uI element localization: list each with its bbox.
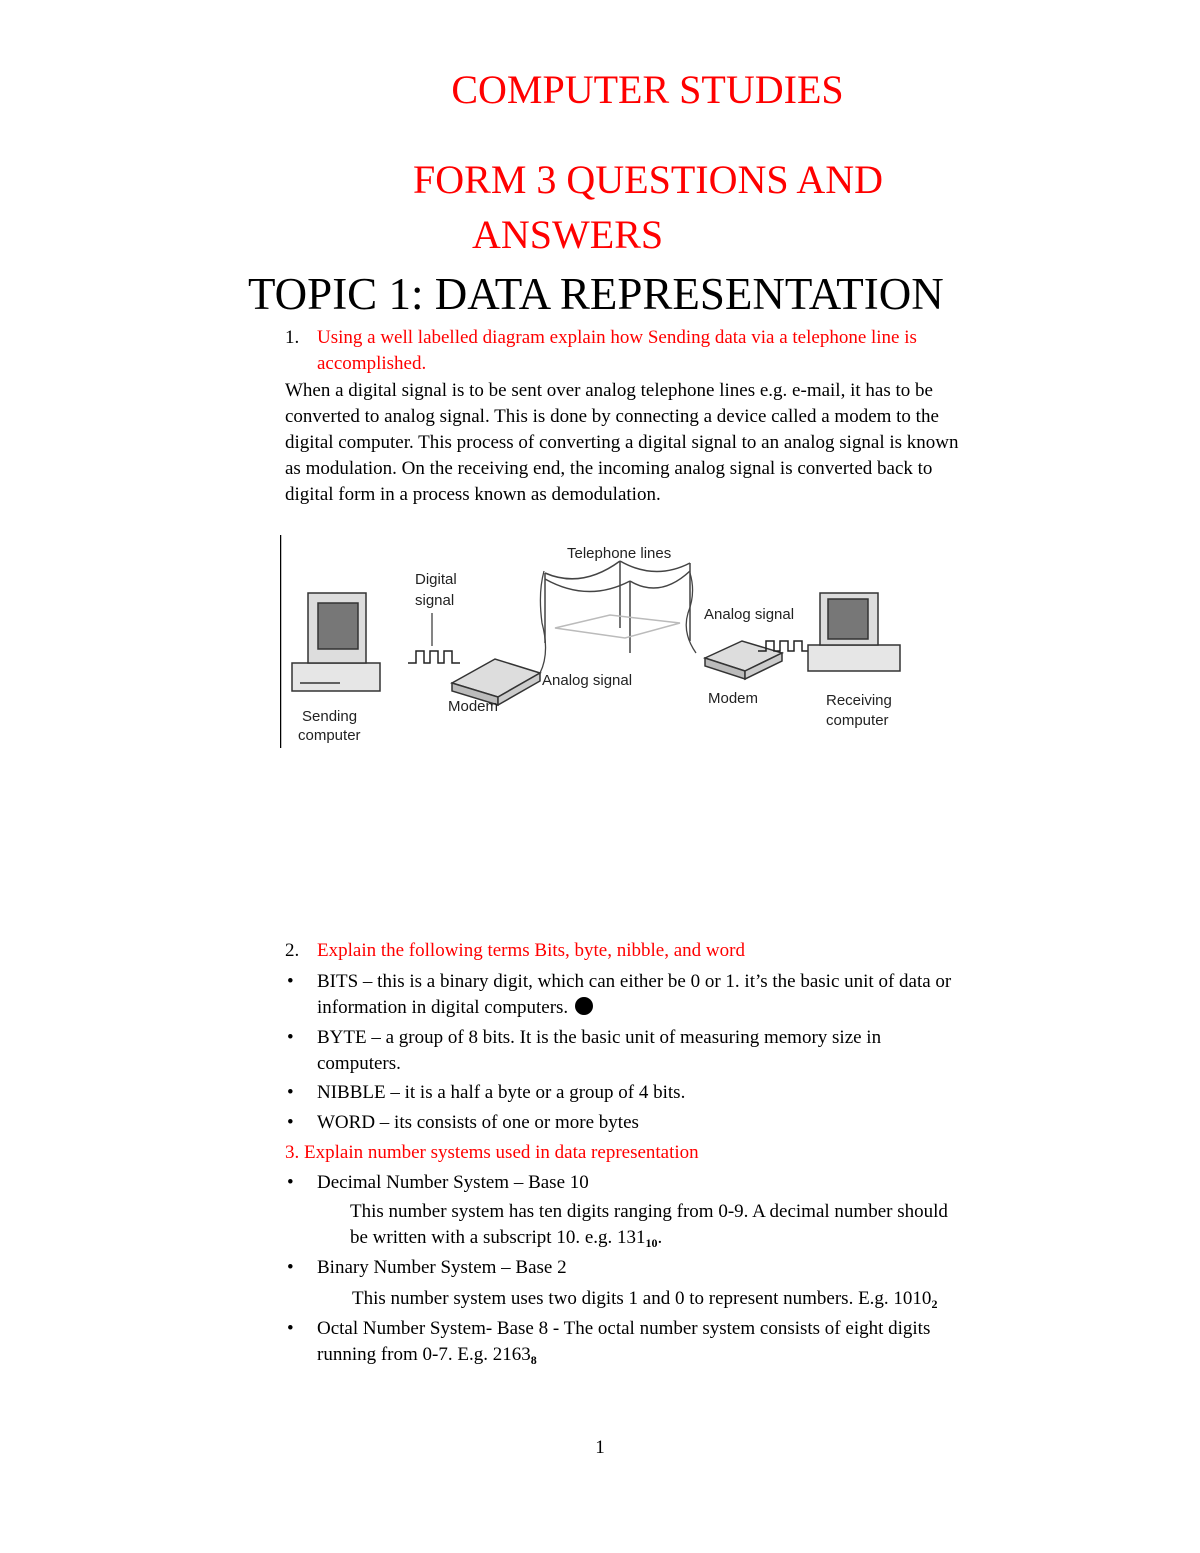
- analog-signal-bottom-label: Analog signal: [542, 672, 633, 689]
- document-title: COMPUTER STUDIES: [451, 67, 844, 112]
- binary-system-line: This number system uses two digits 1 and 0 to represent numbers. E.g. $1010_2$: [352, 1288, 938, 1311]
- decimal-system-line2: be written with a subscript 10. e.g. $131_{10}$.: [350, 1227, 663, 1250]
- digital-wave-right-icon: [758, 641, 808, 651]
- decimal-system-line1: This number system has ten digits ranging from 0-9. A decimal number should: [350, 1201, 948, 1222]
- byte-definition-line1: BYTE – a group of 8 bits. It is the basic unit of measuring memory size in: [317, 1027, 882, 1048]
- q1-answer-line: digital form in a process known as demodulation.: [285, 484, 661, 505]
- q1-number: 1.: [285, 327, 300, 348]
- document-subtitle-line1: FORM 3 QUESTIONS AND: [413, 157, 884, 202]
- q1-answer-line: digital computer. This process of converting a digital signal to an analog signal is known: [285, 432, 959, 453]
- q2-question: Explain the following terms Bits, byte, nibble, and word: [317, 940, 745, 961]
- phone-cord-right: [686, 573, 696, 653]
- byte-definition-line2: computers.: [317, 1053, 401, 1074]
- receiving-label-2: computer: [826, 712, 889, 729]
- telephone-lines-label: Telephone lines: [567, 545, 672, 562]
- q1-question-line1: Using a well labelled diagram explain how Sending data via a telephone line is: [317, 327, 917, 348]
- receiving-label-1: Receiving: [826, 692, 892, 709]
- bullet-icon: •: [287, 971, 294, 992]
- octal-system-line2: running from 0-7. E.g. $2163_8$: [317, 1344, 537, 1367]
- bullet-icon: •: [287, 1027, 294, 1048]
- bits-definition-line2: information in digital computers.: [317, 995, 593, 1021]
- octal-system-line1: Octal Number System- Base 8 - The octal number system consists of eight digits: [317, 1318, 931, 1339]
- black-dot-icon: [575, 997, 593, 1015]
- q1-answer-line: as modulation. On the receiving end, the incoming analog signal is converted back to: [285, 458, 933, 479]
- bullet-icon: •: [287, 1257, 294, 1278]
- sending-computer-icon: [292, 593, 380, 691]
- decimal-system-title: Decimal Number System – Base 10: [317, 1172, 589, 1193]
- bullet-icon: •: [287, 1318, 294, 1339]
- digital-signal-label-1: Digital: [415, 571, 457, 588]
- nibble-definition: NIBBLE – it is a half a byte or a group of 4 bits.: [317, 1082, 686, 1103]
- binary-system-title: Binary Number System – Base 2: [317, 1257, 567, 1278]
- q1-answer-line: converted to analog signal. This is done by connecting a device called a modem to the: [285, 406, 939, 427]
- sending-label-2: computer: [298, 727, 361, 744]
- bullet-icon: •: [287, 1172, 294, 1193]
- q1-answer-line: When a digital signal is to be sent over analog telephone lines e.g. e-mail, it has to be: [285, 380, 933, 401]
- digital-wave-left-icon: [408, 651, 460, 663]
- q3-question: 3. Explain number systems used in data representation: [285, 1142, 699, 1163]
- bullet-icon: •: [287, 1082, 294, 1103]
- word-definition: WORD – its consists of one or more bytes: [317, 1112, 639, 1133]
- analog-signal-top-label: Analog signal: [704, 606, 795, 623]
- receiving-computer-icon: [808, 593, 900, 671]
- modem-left-label: Modem: [448, 698, 499, 715]
- digital-signal-label-2: signal: [415, 592, 455, 609]
- page-number: 1: [595, 1437, 605, 1458]
- modem-right-icon: [705, 641, 782, 679]
- q1-question-line2: accomplished.: [317, 353, 427, 374]
- modem-transmission-diagram: [280, 533, 912, 748]
- bullet-icon: •: [287, 1112, 294, 1133]
- sending-label-1: Sending: [302, 708, 358, 725]
- topic-heading: TOPIC 1: DATA REPRESENTATION: [248, 269, 944, 319]
- document-subtitle-line2: ANSWERS: [472, 212, 664, 257]
- telephone-lines-icon: [545, 561, 690, 653]
- modem-right-label: Modem: [708, 690, 759, 707]
- bits-definition-line1: BITS – this is a binary digit, which can either be 0 or 1. it’s the basic unit of data or: [317, 971, 952, 992]
- q2-number: 2.: [285, 940, 300, 961]
